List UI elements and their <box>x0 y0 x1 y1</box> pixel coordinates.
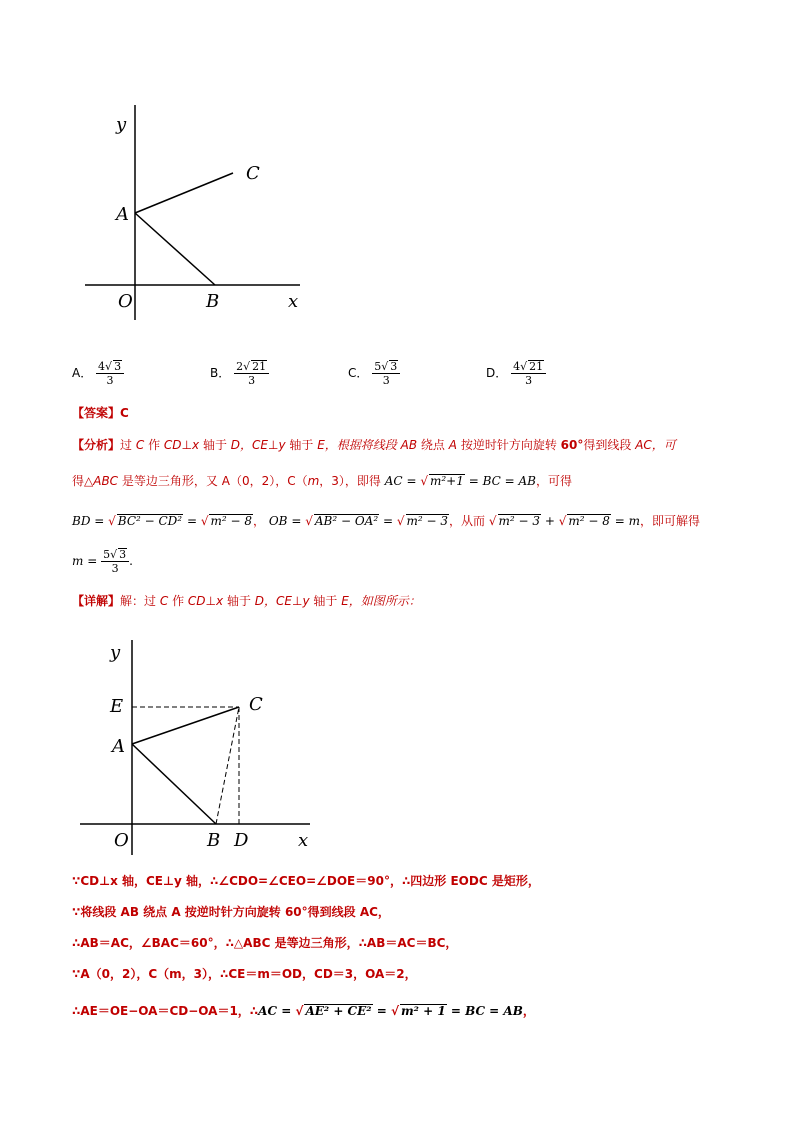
option-b: B． $\frac{2√ 21}{3}$ <box>210 360 269 387</box>
x-axis-label: x <box>298 830 309 851</box>
point-b-label: B <box>206 291 220 312</box>
point-c-label: C <box>246 163 260 184</box>
step-4: ∵A（0，2），C（m，3），∴CE＝m＝OD，CD＝3，OA＝2， <box>72 967 417 981</box>
point-d-label: D <box>234 830 249 851</box>
step-3: ∴AB＝AC，∠BAC＝60°，∴△ABC 是等边三角形，∴AB＝AC＝BC， <box>72 936 458 950</box>
y-axis-label: y <box>116 114 127 135</box>
x-axis-label: x <box>288 291 299 312</box>
option-letter: D． <box>486 366 508 380</box>
option-letter: A． <box>72 366 93 380</box>
option-d: D． $\frac{4√ 21}{3}$ <box>486 360 546 387</box>
point-a-label: A <box>116 204 129 225</box>
answer-label: 【答案】 <box>72 406 121 420</box>
analysis-line-3: BD = √ BC² − CD² = √ m² − 8， OB = √ AB² − OA² = √ m² − 3，从而 √ m² − 3 + √ m² − 8 = m，即可解得 <box>72 514 700 528</box>
point-b-label: B <box>207 830 221 851</box>
analysis-line-2: 得△ABC 是等边三角形，又 A（0，2），C（m，3），即得 AC = √ m²+1 = BC = AB，可得 <box>72 474 572 488</box>
option-letter: B． <box>210 366 231 380</box>
point-c-label: C <box>249 694 263 715</box>
step-5: ∴AE＝OE−OA＝CD−OA＝1，∴AC = √ AE² + CE² = √ m² + 1 = BC = AB， <box>72 1004 535 1018</box>
analysis-line-1: 【分析】过 C 作 CD⊥x 轴于 D，CE⊥y 轴于 E，根据将线段 AB 绕点 A 按逆时针方向旋转 60°得到线段 AC，可 <box>72 438 676 452</box>
figure-1 <box>70 95 330 335</box>
detail-line: 【详解】解：过 C 作 CD⊥x 轴于 D，CE⊥y 轴于 E，如图所示： <box>72 594 421 608</box>
analysis-label: 【分析】 <box>72 438 121 452</box>
detail-label: 【详解】 <box>72 594 121 608</box>
origin-label: O <box>114 830 129 851</box>
point-a-label: A <box>112 736 125 757</box>
step-1: ∵CD⊥x 轴，CE⊥y 轴，∴∠CDO=∠CEO=∠DOE＝90°，∴四边形 EODC 是矩形， <box>72 874 540 888</box>
answer-line <box>72 404 129 421</box>
origin-label: O <box>118 291 133 312</box>
point-e-label: E <box>110 696 124 717</box>
option-c: C． $\frac{5√ 3}{3}$ <box>348 360 400 387</box>
figure-2 <box>70 630 330 860</box>
option-a: A． $\frac{4√ 3}{3}$ <box>72 360 124 387</box>
y-axis-label: y <box>110 642 121 663</box>
step-2: ∵将线段 AB 绕点 A 按逆时针方向旋转 60°得到线段 AC， <box>72 905 390 919</box>
option-letter: C． <box>348 366 369 380</box>
answer-value: C <box>120 406 129 420</box>
analysis-line-4: m = $\frac{5√ 3}{3}$ . <box>72 548 133 575</box>
